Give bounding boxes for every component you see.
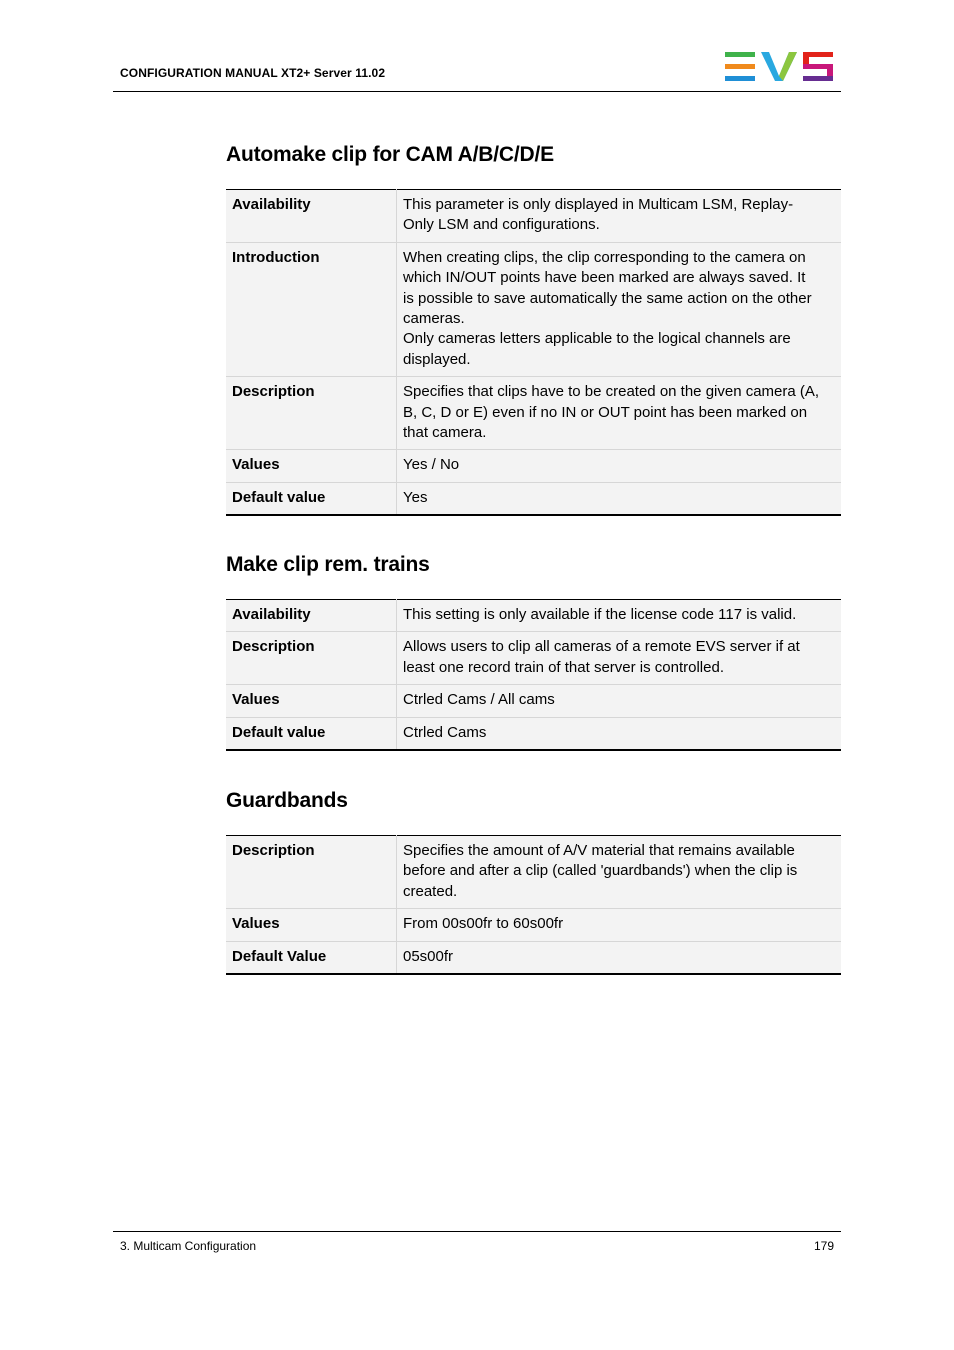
manual-title: CONFIGURATION MANUAL XT2+ Server 11.02 bbox=[120, 66, 386, 80]
table-row bbox=[226, 632, 841, 685]
table-row bbox=[226, 600, 841, 632]
table-row bbox=[226, 941, 841, 974]
table-row bbox=[226, 836, 841, 909]
page-footer bbox=[113, 1231, 841, 1253]
parameter-table bbox=[226, 189, 841, 516]
chapter-label: 3. Multicam Configuration bbox=[120, 1239, 257, 1253]
page-number: 179 bbox=[813, 1239, 834, 1253]
param-key: Default Value bbox=[226, 941, 397, 974]
section-make-clip-rem-trains bbox=[226, 552, 841, 741]
param-value: Ctrled Cams bbox=[397, 717, 842, 750]
param-value: Yes / No bbox=[397, 450, 842, 482]
parameter-table bbox=[226, 835, 841, 975]
param-key: Description bbox=[226, 836, 397, 909]
table-row bbox=[226, 377, 841, 450]
section-title: Guardbands bbox=[226, 789, 348, 812]
param-value: Yes bbox=[397, 482, 842, 515]
table-row bbox=[226, 190, 841, 243]
param-value: Ctrled Cams / All cams bbox=[397, 685, 842, 717]
param-key: Availability bbox=[226, 600, 397, 632]
param-value: Specifies that clips have to be created on the given camera (A, B, C, D or E) even if no IN or OUT point has been marked on that camera. bbox=[397, 377, 842, 450]
param-key: Description bbox=[226, 377, 397, 450]
param-key: Availability bbox=[226, 190, 397, 243]
section-automake-clip bbox=[226, 142, 841, 506]
table-row bbox=[226, 909, 841, 941]
param-value: When creating clips, the clip corresponding to the camera on which IN/OUT points have been marked are always saved. It is possible to save automatically the same action on the other cameras. Only cameras letters applicable to the logical channels are displayed. bbox=[397, 242, 842, 376]
table-row bbox=[226, 685, 841, 717]
evs-logo bbox=[725, 52, 835, 82]
param-value: Allows users to clip all cameras of a remote EVS server if at least one record train of that server is controlled. bbox=[397, 632, 842, 685]
table-row bbox=[226, 482, 841, 515]
table-row bbox=[226, 450, 841, 482]
param-value: Specifies the amount of A/V material that remains available before and after a clip (called 'guardbands') when the clip is created. bbox=[397, 836, 842, 909]
param-key: Default value bbox=[226, 717, 397, 750]
table-row bbox=[226, 242, 841, 376]
param-key: Introduction bbox=[226, 242, 397, 376]
param-key: Values bbox=[226, 450, 397, 482]
parameter-table bbox=[226, 599, 841, 751]
param-value: This setting is only available if the license code 117 is valid. bbox=[397, 600, 842, 632]
param-value: 05s00fr bbox=[397, 941, 842, 974]
param-key: Description bbox=[226, 632, 397, 685]
section-guardbands bbox=[226, 788, 841, 965]
param-key: Values bbox=[226, 685, 397, 717]
param-value: This parameter is only displayed in Multicam LSM, Replay- Only LSM and configurations. bbox=[397, 190, 842, 243]
param-key: Values bbox=[226, 909, 397, 941]
param-value: From 00s00fr to 60s00fr bbox=[397, 909, 842, 941]
section-title: Make clip rem. trains bbox=[226, 553, 430, 576]
page-header bbox=[113, 0, 841, 92]
param-key: Default value bbox=[226, 482, 397, 515]
table-row bbox=[226, 717, 841, 750]
section-title: Automake clip for CAM A/B/C/D/E bbox=[226, 143, 554, 166]
